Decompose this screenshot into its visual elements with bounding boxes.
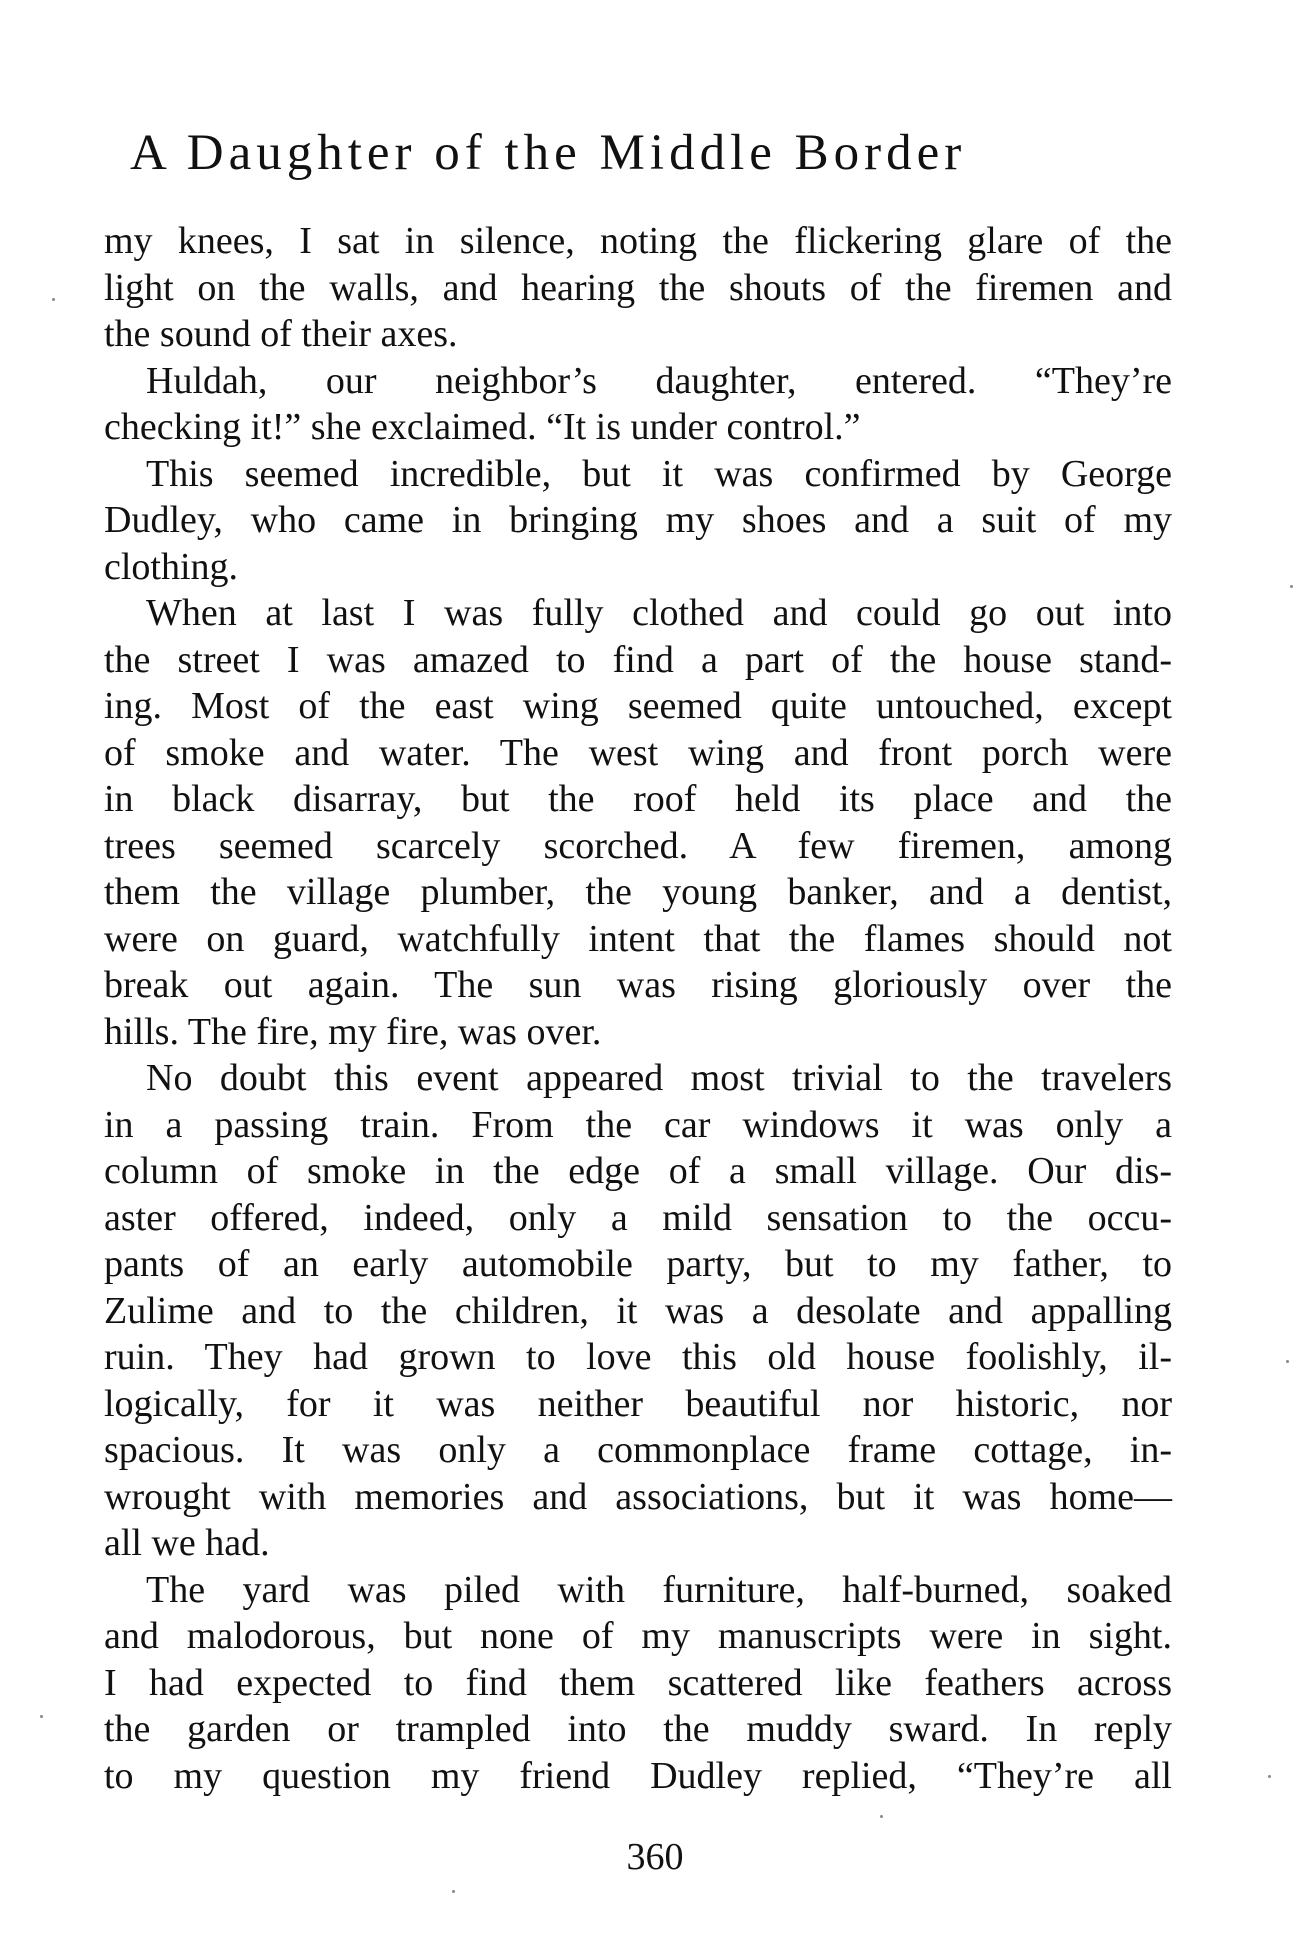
text-line: Dudley, who came in bringing my shoes and a suit of my xyxy=(104,499,1172,541)
text-line: of smoke and water. The west wing and front porch were xyxy=(104,731,1172,774)
text-line: and malodorous, but none of my manuscripts were in sight. xyxy=(104,1615,1172,1657)
text-line: in black disarray, but the roof held its place and the xyxy=(104,778,1172,820)
running-head: A Daughter of the Middle Border xyxy=(130,125,967,181)
paper-speck xyxy=(1286,1360,1289,1363)
text-line: aster offered, indeed, only a mild sensation to the occu- xyxy=(104,1196,1172,1239)
text-line: No doubt this event appeared most trivial to the travelers xyxy=(146,1057,1172,1099)
text-line: light on the walls, and hearing the shouts of the firemen and xyxy=(104,266,1172,309)
paper-speck xyxy=(1268,1775,1271,1778)
text-line: checking it!” she exclaimed. “It is under control.” xyxy=(104,406,861,448)
paper-speck xyxy=(1290,585,1293,588)
text-line: When at last I was fully clothed and could go out into xyxy=(146,592,1172,634)
text-line: wrought with memories and associations, but it was home— xyxy=(104,1475,1172,1518)
text-line: The yard was piled with furniture, half-burned, soaked xyxy=(146,1568,1172,1611)
body-text xyxy=(104,218,1172,1799)
text-line: column of smoke in the edge of a small village. Our dis- xyxy=(104,1150,1172,1192)
text-line: trees seemed scarcely scorched. A few firemen, among xyxy=(104,824,1172,867)
text-line: pants of an early automobile party, but to my father, to xyxy=(104,1243,1172,1285)
text-line: hills. The fire, my fire, was over. xyxy=(104,1010,602,1053)
text-line: Zulime and to the children, it was a desolate and appalling xyxy=(104,1289,1172,1332)
page-number: 360 xyxy=(626,1836,684,1878)
text-line: clothing. xyxy=(104,545,239,588)
text-line: them the village plumber, the young banker, and a dentist, xyxy=(104,871,1172,913)
text-line: my knees, I sat in silence, noting the flickering glare of the xyxy=(104,220,1172,262)
text-line: ruin. They had grown to love this old house foolishly, il- xyxy=(104,1336,1172,1378)
text-line: the street I was amazed to find a part of the house stand- xyxy=(104,638,1172,681)
text-line: Huldah, our neighbor’s daughter, entered. “They’re xyxy=(146,359,1172,402)
text-line: I had expected to find them scattered like feathers across xyxy=(104,1661,1172,1704)
text-line: This seemed incredible, but it was confirmed by George xyxy=(146,452,1172,495)
text-line: logically, for it was neither beautiful nor historic, nor xyxy=(104,1382,1172,1425)
text-line: were on guard, watchfully intent that the flames should not xyxy=(104,917,1172,960)
text-line: in a passing train. From the car windows it was only a xyxy=(104,1103,1172,1146)
paper-speck xyxy=(880,1815,883,1818)
text-line: to my question my friend Dudley replied, “They’re all xyxy=(104,1754,1172,1797)
text-line: ing. Most of the east wing seemed quite untouched, except xyxy=(104,685,1172,727)
text-line: spacious. It was only a commonplace frame cottage, in- xyxy=(104,1429,1172,1471)
paper-speck xyxy=(452,1890,455,1893)
paper-speck xyxy=(40,1715,43,1718)
text-line: all we had. xyxy=(104,1522,270,1564)
paper-speck xyxy=(52,298,55,301)
text-line: the sound of their axes. xyxy=(104,313,458,355)
text-line: the garden or trampled into the muddy sward. In reply xyxy=(104,1708,1172,1750)
text-line: break out again. The sun was rising gloriously over the xyxy=(104,964,1172,1006)
